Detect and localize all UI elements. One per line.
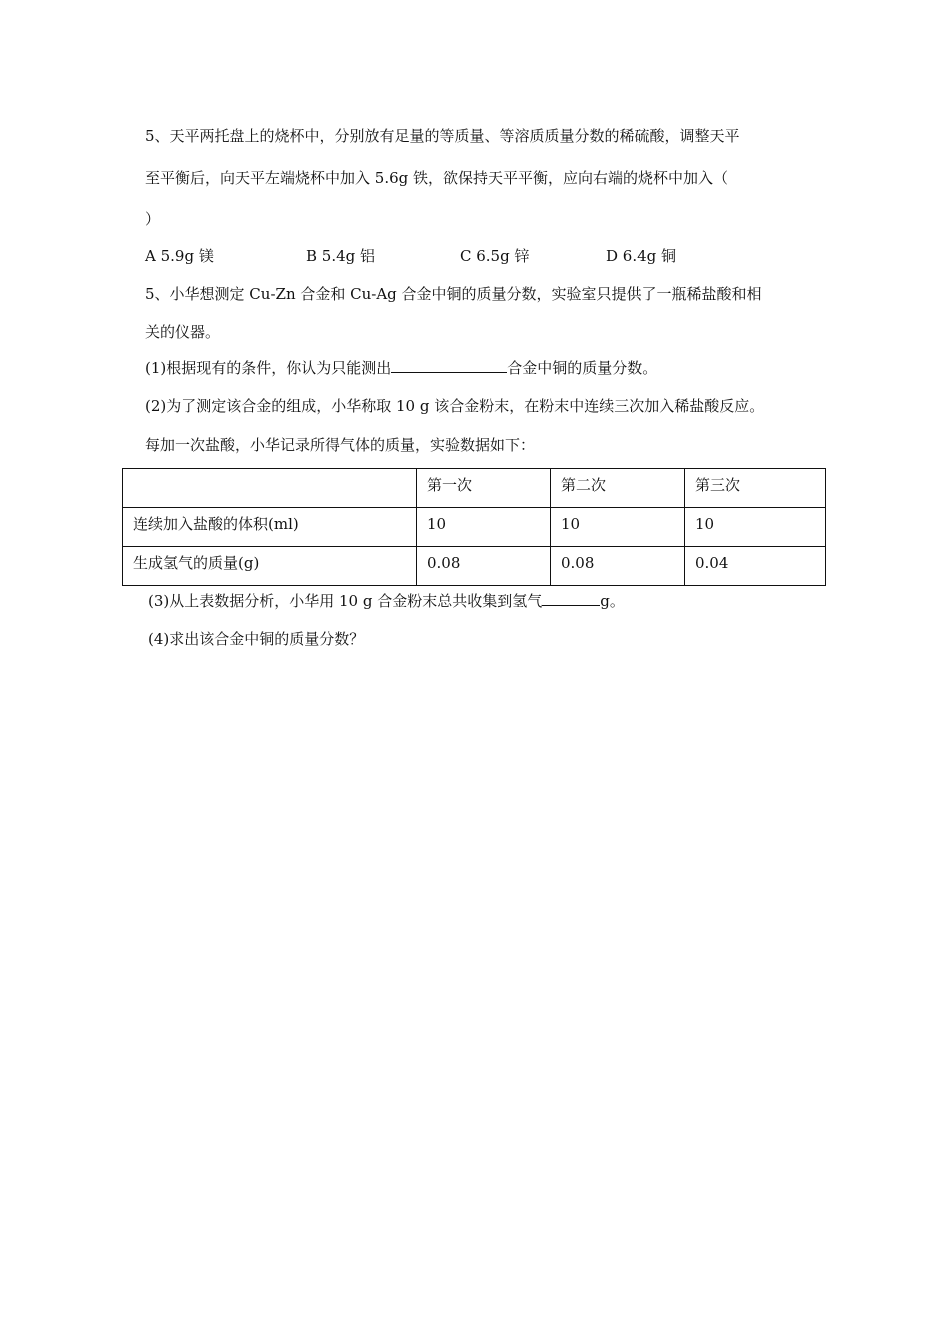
- question-5-line-3: ）: [145, 210, 161, 228]
- table-header-row: [123, 469, 826, 508]
- table-cell: 10: [685, 508, 826, 547]
- option-b: B 5.4g 铝: [306, 247, 376, 265]
- option-c: C 6.5g 锌: [460, 247, 530, 265]
- option-a: A 5.9g 镁: [145, 247, 214, 265]
- table-header-cell: 第一次: [417, 469, 551, 508]
- data-table: [122, 468, 826, 586]
- sub-question-1-prefix: (1)根据现有的条件，你认为只能测出: [145, 359, 392, 377]
- table-cell: 0.08: [551, 547, 685, 586]
- answer-blank-1[interactable]: [391, 358, 507, 373]
- question-5b-line-2: 关的仪器。: [145, 323, 221, 341]
- sub-question-2: (2)为了测定该合金的组成，小华称取 10 g 该合金粉末，在粉末中连续三次加入稀盐酸反应。: [145, 397, 765, 415]
- question-5-line-2: 至平衡后，向天平左端烧杯中加入 5.6g 铁，欲保持天平平衡，应向右端的烧杯中加入（: [145, 169, 728, 187]
- answer-blank-3[interactable]: [542, 591, 600, 606]
- table-cell: 生成氢气的质量(g): [123, 547, 417, 586]
- table-cell: 0.04: [685, 547, 826, 586]
- sub-question-3: [148, 591, 625, 611]
- sub-question-3-suffix: g。: [600, 592, 625, 610]
- table-cell: 10: [417, 508, 551, 547]
- table-cell: 10: [551, 508, 685, 547]
- option-d: D 6.4g 铜: [606, 247, 677, 265]
- sub-question-2-continued: 每加一次盐酸，小华记录所得气体的质量，实验数据如下：: [145, 436, 536, 454]
- table-cell: 0.08: [417, 547, 551, 586]
- table-header-cell: 第二次: [551, 469, 685, 508]
- question-5-line-1: 5、天平两托盘上的烧杯中，分别放有足量的等质量、等溶质质量分数的稀硫酸，调整天平: [145, 127, 740, 145]
- table-header-cell: 第三次: [685, 469, 826, 508]
- table-row: [123, 547, 826, 586]
- table-header-cell: [123, 469, 417, 508]
- sub-question-4: (4)求出该合金中铜的质量分数？: [148, 630, 365, 648]
- sub-question-1: [145, 358, 657, 378]
- table-row: [123, 508, 826, 547]
- sub-question-3-prefix: (3)从上表数据分析，小华用 10 g 合金粉末总共收集到氢气: [148, 592, 543, 610]
- question-5b-line-1: 5、小华想测定 Cu-Zn 合金和 Cu-Ag 合金中铜的质量分数，实验室只提供了一瓶稀盐酸和相: [145, 285, 762, 303]
- sub-question-1-suffix: 合金中铜的质量分数。: [507, 359, 658, 377]
- table-cell: 连续加入盐酸的体积(ml): [123, 508, 417, 547]
